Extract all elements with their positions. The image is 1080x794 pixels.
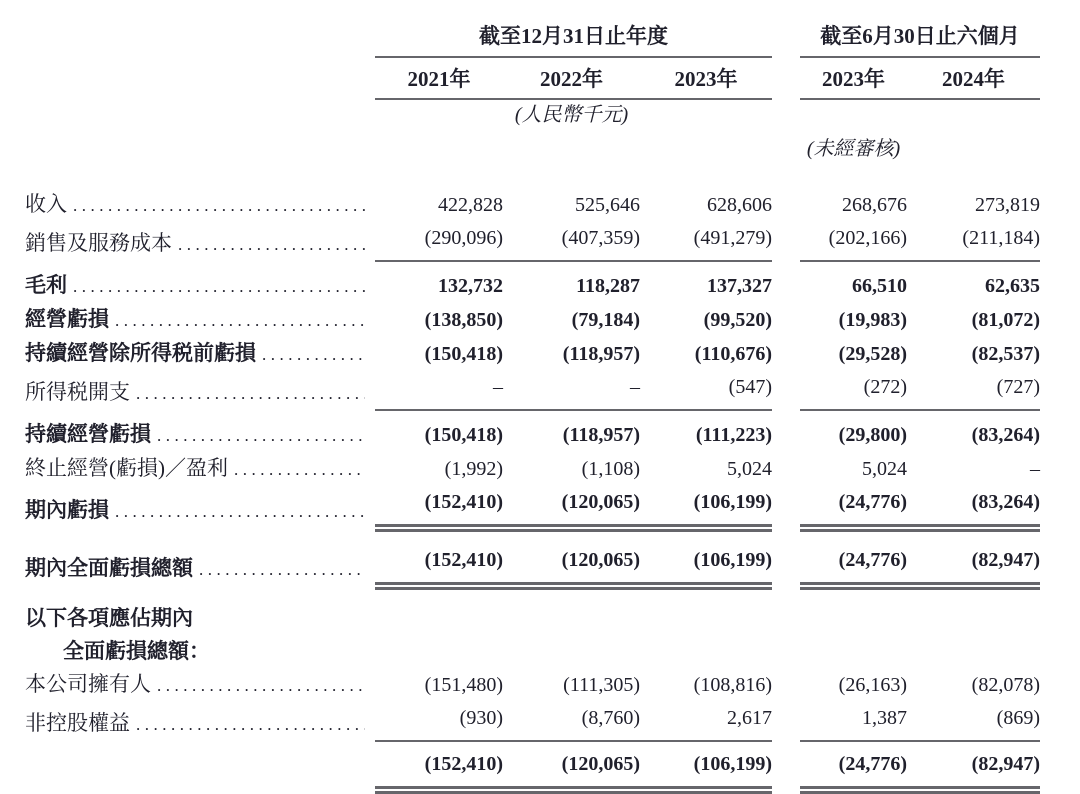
row-loss-before-tax-continuing: [25, 337, 1040, 371]
dot-leader: [136, 377, 365, 410]
row-label-cell: [25, 528, 375, 586]
value-cell: 268,676: [842, 194, 907, 216]
year-2021: 2021年: [375, 57, 503, 99]
value-cell: 62,635: [985, 275, 1040, 297]
value-cell: (111,223): [695, 424, 772, 446]
row-loss-for-period: [25, 486, 1040, 528]
row-income-tax-expense: [25, 371, 1040, 410]
value-cell: (727): [907, 371, 1040, 410]
empty-cell: [907, 130, 1040, 164]
empty-cell: [907, 586, 1040, 635]
row-label: 終止經營(虧損)／盈利: [25, 456, 228, 480]
currency-unit-note: (人民幣千元): [514, 104, 629, 126]
row-owners-of-company: [25, 668, 1040, 702]
empty-cell: [800, 99, 907, 130]
value-cell: (1,108): [581, 458, 640, 480]
value-cell: (82,537): [971, 343, 1040, 365]
financial-statements-table: [25, 20, 1040, 794]
value-cell: (106,199): [640, 741, 772, 790]
column-gap: [772, 337, 800, 371]
value-cell: (211,184): [907, 222, 1040, 261]
empty-cell: [907, 635, 1040, 668]
column-gap: [772, 635, 800, 668]
row-label-cell: [25, 635, 375, 668]
value-cell: (111,305): [563, 674, 640, 696]
unaudited-note-row: [25, 130, 1040, 164]
value-cell: (19,983): [838, 309, 907, 331]
dot-leader: [115, 304, 365, 337]
value-cell: –: [1030, 458, 1040, 480]
value-cell: (8,760): [503, 702, 640, 741]
value-cell: –: [503, 371, 640, 410]
row-attribution-header2: [25, 635, 1040, 668]
row-label-cell: [25, 702, 375, 741]
row-discontinued-operations: [25, 452, 1040, 486]
column-gap: [772, 303, 800, 337]
row-loss-continuing-operations: [25, 410, 1040, 452]
empty-cell: [503, 635, 640, 668]
value-cell: (547): [640, 371, 772, 410]
value-cell: (152,410): [375, 741, 503, 790]
value-cell: (83,264): [907, 486, 1040, 528]
value-cell: 5,024: [862, 458, 907, 480]
column-gap: [772, 261, 800, 303]
value-cell: (99,520): [703, 309, 772, 331]
value-cell: (82,947): [907, 741, 1040, 790]
dot-leader: [157, 669, 365, 702]
value-cell: 137,327: [707, 275, 772, 297]
row-label: 收入: [25, 192, 67, 216]
column-gap: [772, 164, 800, 222]
year-header-row: [25, 57, 1040, 99]
unaudited-note: (未經審核): [806, 138, 901, 160]
value-cell: (106,199): [640, 528, 772, 586]
empty-cell: [25, 20, 375, 57]
value-cell: (202,166): [800, 222, 907, 261]
value-cell: 118,287: [576, 275, 640, 297]
column-gap: [772, 99, 800, 130]
row-label: 全面虧損總額：: [63, 639, 210, 663]
empty-cell: [25, 57, 375, 99]
table-body: [25, 164, 1040, 790]
value-cell: (491,279): [640, 222, 772, 261]
row-revenue: [25, 164, 1040, 222]
row-label: 持續經營除所得税前虧損: [25, 341, 256, 365]
value-cell: (272): [800, 371, 907, 410]
table-header: [25, 20, 1040, 164]
row-label: 毛利: [25, 273, 67, 297]
dot-leader: [234, 453, 365, 486]
column-gap: [772, 57, 800, 99]
row-label: 期內虧損: [25, 498, 109, 522]
empty-cell: [375, 99, 503, 130]
row-label: 期內全面虧損總額: [25, 556, 193, 580]
column-gap: [772, 130, 800, 164]
empty-cell: [375, 586, 503, 635]
column-gap: [772, 586, 800, 635]
value-cell: (120,065): [503, 741, 640, 790]
value-cell: (106,199): [640, 486, 772, 528]
empty-cell: [640, 586, 772, 635]
period-group-interim: 截至6月30日止六個月: [800, 20, 1040, 57]
value-cell: (24,776): [800, 486, 907, 528]
row-label-cell: [25, 337, 375, 371]
value-cell: (151,480): [424, 674, 503, 696]
column-gap: [772, 371, 800, 410]
value-cell: (290,096): [375, 222, 503, 261]
row-label-cell: [25, 303, 375, 337]
row-label-cell: [25, 261, 375, 303]
row-label: 以下各項應佔期內: [25, 606, 193, 630]
value-cell: (82,947): [907, 528, 1040, 586]
row-operating-loss: [25, 303, 1040, 337]
value-cell: 66,510: [852, 275, 907, 297]
value-cell: (29,800): [838, 424, 907, 446]
column-gap: [772, 20, 800, 57]
row-label: 所得税開支: [25, 380, 130, 404]
value-cell: (110,676): [694, 343, 772, 365]
row-label-cell: [25, 668, 375, 702]
row-label-cell: [25, 741, 375, 790]
row-label: 非控股權益: [25, 711, 130, 735]
row-attribution-total: [25, 741, 1040, 790]
empty-cell: [25, 99, 375, 130]
row-label: 經營虧損: [25, 307, 109, 331]
value-cell: (120,065): [503, 528, 640, 586]
row-total-comprehensive-loss: [25, 528, 1040, 586]
column-gap: [772, 741, 800, 790]
column-gap: [772, 702, 800, 741]
column-gap: [772, 486, 800, 528]
value-cell: (79,184): [571, 309, 640, 331]
year-2023-interim: 2023年: [800, 57, 907, 99]
value-cell: (1,992): [444, 458, 503, 480]
empty-cell: [640, 99, 772, 130]
column-gap: [772, 410, 800, 452]
row-label-cell: [25, 586, 375, 635]
empty-cell: [907, 99, 1040, 130]
value-cell: (869): [907, 702, 1040, 741]
period-group-row: [25, 20, 1040, 57]
value-cell: 2,617: [640, 702, 772, 741]
value-cell: (118,957): [562, 424, 640, 446]
value-cell: (150,418): [424, 343, 503, 365]
value-cell: (81,072): [971, 309, 1040, 331]
row-attribution-header: [25, 586, 1040, 635]
row-label-cell: [25, 371, 375, 410]
value-cell: (150,418): [424, 424, 503, 446]
currency-note-row: [25, 99, 1040, 130]
value-cell: (152,410): [375, 528, 503, 586]
value-cell: (118,957): [562, 343, 640, 365]
row-label-cell: [25, 164, 375, 222]
dot-leader: [115, 495, 365, 528]
value-cell: (26,163): [838, 674, 907, 696]
dot-leader: [199, 553, 365, 586]
row-label: 本公司擁有人: [25, 672, 151, 696]
year-2024-interim: 2024年: [907, 57, 1040, 99]
dot-leader: [73, 189, 365, 222]
value-cell: (24,776): [800, 528, 907, 586]
value-cell: 1,387: [800, 702, 907, 741]
row-label-cell: [25, 486, 375, 528]
row-label-cell: [25, 222, 375, 261]
value-cell: 273,819: [975, 194, 1040, 216]
value-cell: (83,264): [971, 424, 1040, 446]
column-gap: [772, 222, 800, 261]
value-cell: 628,606: [707, 194, 772, 216]
column-gap: [772, 528, 800, 586]
value-cell: (24,776): [800, 741, 907, 790]
value-cell: (138,850): [424, 309, 503, 331]
column-gap: [772, 668, 800, 702]
value-cell: 422,828: [438, 194, 503, 216]
empty-cell: [800, 635, 907, 668]
column-gap: [772, 452, 800, 486]
row-non-controlling-interests: [25, 702, 1040, 741]
empty-cell: [800, 586, 907, 635]
row-gross-profit: [25, 261, 1040, 303]
dot-leader: [178, 228, 365, 261]
year-2022: 2022年: [503, 57, 640, 99]
empty-cell: [503, 586, 640, 635]
empty-cell: [640, 635, 772, 668]
row-label: 銷售及服務成本: [25, 231, 172, 255]
value-cell: (407,359): [503, 222, 640, 261]
empty-cell: [640, 130, 772, 164]
empty-cell: [25, 130, 375, 164]
value-cell: (120,065): [503, 486, 640, 528]
value-cell: 132,732: [438, 275, 503, 297]
dot-leader: [157, 419, 365, 452]
value-cell: (82,078): [971, 674, 1040, 696]
period-group-annual: 截至12月31日止年度: [375, 20, 772, 57]
row-label-cell: [25, 410, 375, 452]
dot-leader: [262, 338, 365, 371]
row-label: 持續經營虧損: [25, 422, 151, 446]
row-cost-of-sales: [25, 222, 1040, 261]
value-cell: (930): [375, 702, 503, 741]
empty-cell: [375, 635, 503, 668]
value-cell: 5,024: [727, 458, 772, 480]
value-cell: (152,410): [375, 486, 503, 528]
dot-leader: [136, 708, 365, 741]
empty-cell: [375, 130, 503, 164]
empty-cell: [503, 130, 640, 164]
value-cell: (108,816): [693, 674, 772, 696]
year-2023: 2023年: [640, 57, 772, 99]
value-cell: –: [375, 371, 503, 410]
dot-leader: [73, 270, 365, 303]
value-cell: 525,646: [575, 194, 640, 216]
row-label-cell: [25, 452, 375, 486]
value-cell: (29,528): [838, 343, 907, 365]
